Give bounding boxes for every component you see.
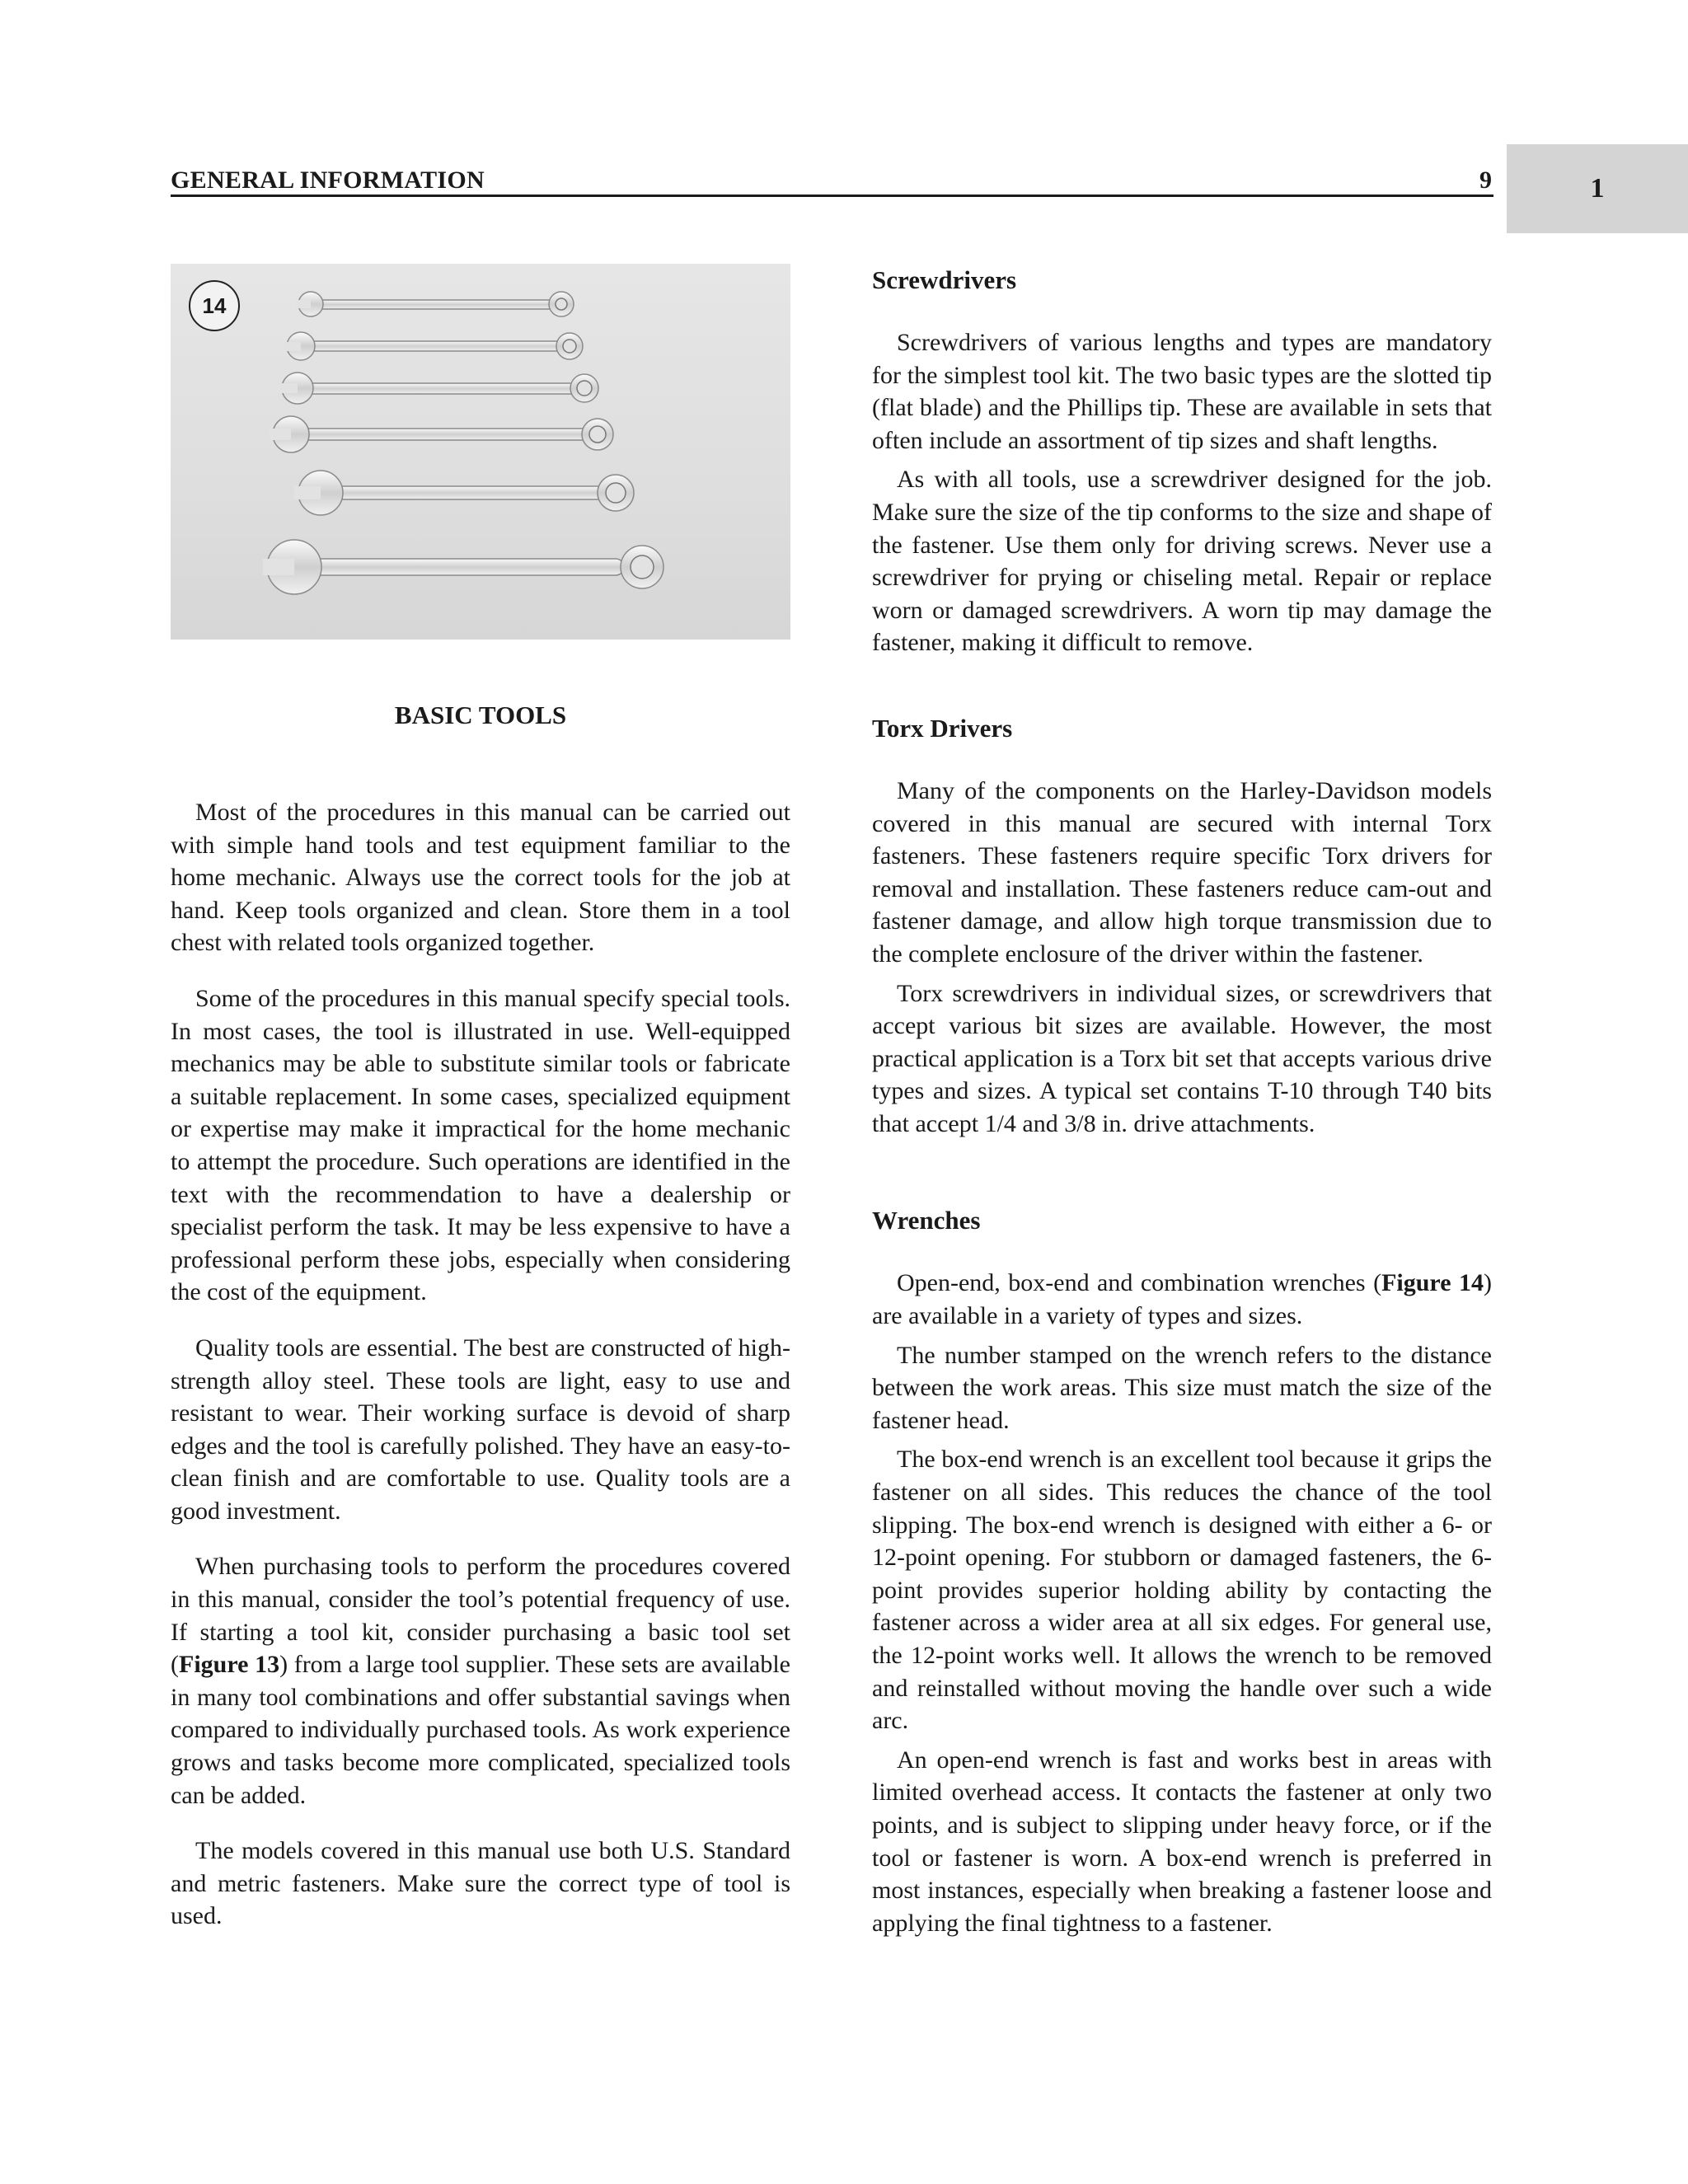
paragraph: Most of the procedures in this manual can be carried out with simple hand tools and test equipment familiar to the home mechanic. Always use the correct tools for the job at hand. Keep tools organized and clean. Store them in a tool chest with related tools organized together. — [171, 799, 790, 957]
wrench-2 — [284, 332, 583, 360]
paragraph: The box-end wrench is an excellent tool because it grips the fastener on all sides. This reduces the chance of the tool slipping. The box-end wrench is designed with either a 6- or 12-point opening. For stubborn or damaged fasteners, the 6-point provides superior holding ability by contacting the fastener across a wider area at all six edges. For general use, the 12-point works well. It allows the wrench to be removed and reinstalled without moving the handle over such a wide arc. — [872, 1446, 1492, 1735]
left-column — [171, 701, 790, 1933]
header-rule — [171, 194, 1493, 197]
paragraph: As with all tools, use a screwdriver designed for the job. Make sure the size of the tip conforms to the size and shape of the fastener. Use them only for driving screws. Never use a screwdriver for prying or chiseling metal. Repair or replace worn or damaged screwdrivers. A worn tip may damage the fastener, making it difficult to remove. — [872, 466, 1492, 657]
figure-14-reference: Figure 14 — [1381, 1269, 1484, 1297]
paragraph: Torx screwdrivers in individual sizes, or screwdrivers that accept various bit sizes are available. However, the most practical application is a Torx bit set that accepts various drive types and sizes. A typical set contains T-10 through T40 bits that accept 1/4 and 3/8 in. drive attachments. — [872, 979, 1492, 1137]
chapter-tab — [1507, 144, 1688, 233]
figure-number-badge: 14 — [189, 280, 240, 331]
paragraph-purchasing — [171, 1550, 790, 1811]
paragraph: The number stamped on the wrench refers to the distance between the work areas. This size must match the size of the fastener head. — [872, 1341, 1492, 1434]
paragraph: Screwdrivers of various lengths and types are mandatory for the simplest tool kit. The two basic types are the slotted tip (flat blade) and the Phillips tip. These are available in sets that often include an assortment of tip sizes and shaft lengths. — [872, 329, 1492, 454]
page-number: 9 — [1479, 166, 1492, 194]
combination-wrenches-photo-icon — [171, 264, 790, 640]
paragraph: An open-end wrench is fast and works best in areas with limited overhead access. It contacts the fastener at only two points, and is subject to slipping under heavy force, or if the tool or fastener is worn. A box-end wrench is preferred in most instances, especially when breaking a fastener loose and applying the final tightness to a fastener. — [872, 1746, 1492, 1937]
text-run: When purchasing tools to perform the procedures covered in this manual, consider the tool’s potential frequency of use. If starting a tool kit, consider purchasing a basic tool set ( — [171, 1553, 790, 1679]
chapter-number: 1 — [1590, 173, 1605, 204]
subheading-screwdrivers: Screwdrivers — [872, 265, 1017, 294]
figure-14 — [171, 264, 790, 640]
wrench-4 — [270, 416, 613, 452]
subheading-wrenches: Wrenches — [872, 1206, 981, 1235]
section-spacer — [872, 1140, 1492, 1206]
paragraph: Many of the components on the Harley-Davidson models covered in this manual are secured with internal Torx fasteners. These fasteners require specific Torx drivers for removal and installation. These fasteners reduce cam-out and fastener damage, and allow high torque transmission due to the complete enclosure of the driver within the fastener. — [872, 776, 1492, 968]
right-column — [872, 265, 1492, 1939]
subheading-torx-drivers: Torx Drivers — [872, 713, 1013, 743]
section-heading-basic-tools: BASIC TOOLS — [394, 701, 567, 729]
section-spacer — [872, 659, 1492, 714]
text-run: ) from a large tool supplier. These sets are available in many tool combinations and offer substantial savings when compared to individually purchased tools. As work experience grows and tasks become more complicated, specialized tools can be added. — [171, 1651, 790, 1809]
wrench-6 — [263, 540, 663, 594]
text-run: Open-end, box-end and combination wrenches ( — [897, 1269, 1382, 1297]
figure-13-reference: Figure 13 — [179, 1651, 280, 1679]
paragraph: The models covered in this manual use both U.S. Standard and metric fasteners. Make sure the correct type of tool is used. — [171, 1837, 790, 1930]
text-run: ) are available in a variety of types and sizes. — [872, 1269, 1492, 1330]
wrench-3 — [279, 373, 598, 404]
wrench-5 — [294, 471, 634, 515]
paragraph: Some of the procedures in this manual specify special tools. In most cases, the tool is illustrated in use. Well-equipped mechanics may be able to substitute similar tools or fabricate a suitable replacement. In some cases, specialized equipment or expertise may make it impractical for the home mechanic to attempt the procedure. Such operations are identified in the text with the recommendation to have a dealership or specialist perform the task. It may be less expensive to have a professional perform these jobs, especially when considering the cost of the equipment. — [171, 984, 790, 1306]
paragraph-wrenches-intro — [872, 1267, 1492, 1332]
wrench-1 — [296, 292, 574, 316]
paragraph: Quality tools are essential. The best are constructed of high-strength alloy steel. These tools are light, easy to use and resistant to wear. Their working surface is devoid of sharp edges and the tool is carefully polished. They have an easy-to-clean finish and are comfortable to use. Quality tools are a good investment. — [171, 1333, 790, 1525]
running-header-title: GENERAL INFORMATION — [171, 166, 485, 194]
